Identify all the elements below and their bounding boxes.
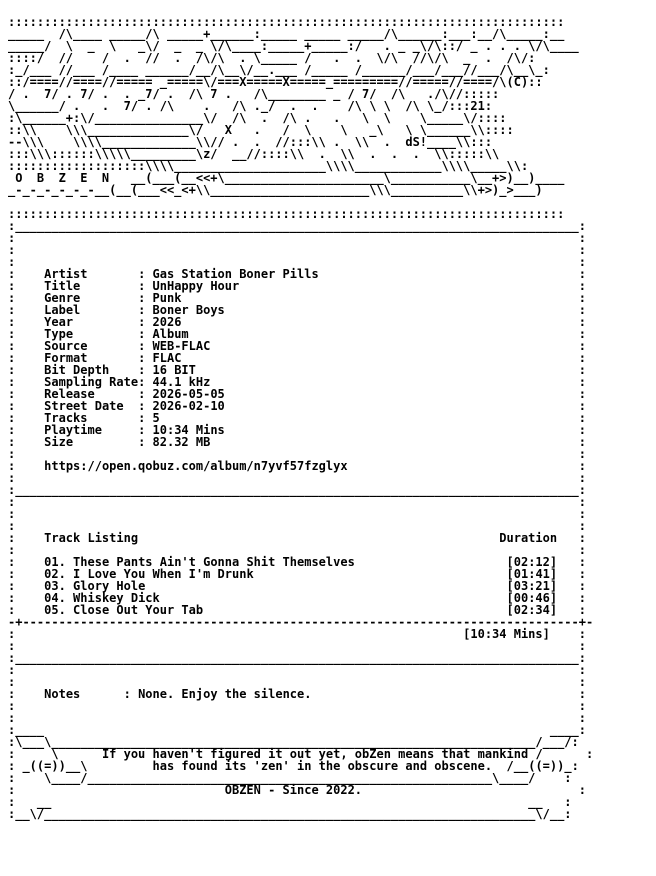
- field-value: UnHappy Hour: [152, 279, 240, 293]
- border: :: [578, 495, 586, 509]
- total-playtime: [10:34 Mins]: [463, 627, 550, 641]
- border: :: [8, 495, 16, 509]
- field-label: Release: [44, 387, 139, 401]
- field-label: Artist: [44, 267, 139, 281]
- border: :: [8, 267, 16, 281]
- border: :: [578, 639, 586, 653]
- footer-tagline: If you haven't figured it out yet, obZen means that mankind: [101, 747, 529, 761]
- duration-heading: Duration: [499, 531, 558, 545]
- border: :: [578, 663, 586, 677]
- divider: -+-----------------------------------------------------------------------------+-: [8, 615, 594, 629]
- ascii-logo: :::::::::::::::::::::::::::::::::::::::::::::::::::::::::::::::::::::::::::::: [8, 15, 565, 29]
- track-title: Whiskey Dick: [73, 591, 160, 605]
- border: :: [578, 291, 587, 305]
- divider: :::::::::::::::::::::::::::::::::::::::::::::::::::::::::::::::::::::::::::::: [8, 207, 565, 221]
- nfo-text: :: [138, 327, 153, 341]
- border: :: [8, 303, 16, 317]
- track-duration: [01:41]: [506, 567, 558, 581]
- nfo-text: :: [138, 339, 153, 353]
- ascii-logo: O B Z E N __(___(__<<+\______________________\___________\__+>)__)____: [8, 171, 565, 185]
- border: :: [578, 399, 587, 413]
- track-number: 04.: [44, 591, 66, 605]
- nfo-text: \: [15, 747, 102, 761]
- ascii-logo: :::\\\::::::\\\\\_________\z/ __//::::\\ . \\ . . . \\:::::\\: [8, 147, 500, 161]
- border: :: [8, 543, 16, 557]
- border: :: [8, 423, 16, 437]
- track-number: 01.: [44, 555, 66, 569]
- border: :: [578, 243, 586, 257]
- field-value: Punk: [152, 291, 182, 305]
- footer-tagline-2: has found its 'zen' in the obscure and obscene.: [152, 759, 493, 773]
- banner-line: [8, 184, 656, 196]
- border: :: [578, 423, 587, 437]
- track-title: Glory Hole: [73, 579, 146, 593]
- album-link[interactable]: https://open.qobuz.com/album/n7yvf57fzglyx: [44, 459, 348, 473]
- border: :: [578, 435, 587, 449]
- nfo-text: :: [138, 315, 153, 329]
- nfo-text: :: [557, 531, 586, 545]
- border: :: [8, 243, 16, 257]
- border: :: [578, 447, 586, 461]
- border: :: [8, 411, 16, 425]
- divider: :______________________________________________________________________________:: [8, 483, 586, 497]
- ascii-logo: _-_-_-_-_-_-__(__(___<<_<+\\______________________\\\__________\\+>)_>___): [8, 183, 543, 197]
- track-duration: [00:46]: [506, 591, 558, 605]
- field-value: FLAC: [152, 351, 182, 365]
- border: :: [8, 687, 16, 701]
- track-number: 02.: [44, 567, 66, 581]
- border: :: [8, 375, 16, 389]
- nfo-text: :____ ____:: [8, 723, 586, 737]
- ascii-logo: :::::::::::::::::::\\\\_____________________\\\\____________\\\\_____\\:: [8, 159, 529, 173]
- nfo-text: : __ __ :: [8, 795, 572, 809]
- border: :: [578, 711, 586, 725]
- border: :: [8, 519, 16, 533]
- ascii-logo: :_/___ //___ /____ ______/__/\__\/__.___ /_____ /______/___/___//___/\__\_:: [8, 63, 550, 77]
- field-label: Label: [44, 303, 139, 317]
- border: :: [8, 399, 16, 413]
- border: :: [578, 327, 587, 341]
- nfo-text: :: [8, 627, 464, 641]
- field-label: Playtime: [44, 423, 139, 437]
- field-label: Sampling Rate: [44, 375, 139, 389]
- field-value: Gas Station Boner Pills: [152, 267, 319, 281]
- nfo-text: :: [557, 555, 587, 569]
- border: :: [8, 339, 16, 353]
- border: :: [578, 339, 587, 353]
- border: :: [8, 279, 16, 293]
- nfo-text: :: [138, 291, 153, 305]
- border: :: [8, 447, 16, 461]
- field-value: 2026-02-10: [152, 399, 225, 413]
- border: :: [8, 351, 16, 365]
- field-value: 10:34 Mins: [152, 423, 225, 437]
- field-label: Year: [44, 315, 139, 329]
- border: :: [578, 411, 587, 425]
- field-label: Bit Depth: [44, 363, 139, 377]
- nfo-text: :: [549, 627, 586, 641]
- track-number: 05.: [44, 603, 66, 617]
- nfo-text: :: [8, 591, 45, 605]
- border: :: [578, 675, 586, 689]
- border: :: [8, 327, 16, 341]
- divider: :______________________________________________________________________________:: [8, 651, 586, 665]
- border: :: [578, 267, 587, 281]
- field-label: Genre: [44, 291, 139, 305]
- ascii-logo: --\\\ \\\\_____________\\// . . //:::\\ . \\ . dS!____\\:::: [8, 135, 493, 149]
- border: :: [8, 315, 16, 329]
- field-value: 2026: [152, 315, 182, 329]
- field-value: Boner Boys: [152, 303, 225, 317]
- border: :: [578, 231, 586, 245]
- border: :: [578, 459, 586, 473]
- ascii-logo: _____/ \ _ \ _\/ _ _ \/\____:_____+_____:/ . _ _\/\::/ _ . . . \/\____: [8, 39, 579, 53]
- border: :: [578, 543, 586, 557]
- footer-frame: [8, 808, 656, 820]
- border: :: [8, 459, 16, 473]
- track-title: Close Out Your Tab: [73, 603, 204, 617]
- nfo-text: :: [8, 531, 45, 545]
- nfo-text: /__(: [506, 759, 536, 773]
- track-title: These Pants Ain't Gonna Shit Themselves: [73, 555, 355, 569]
- nfo-text: :: [138, 351, 153, 365]
- border: :: [578, 699, 586, 713]
- field-label: Title: [44, 279, 139, 293]
- nfo-text: :: [138, 423, 153, 437]
- ascii-logo: ::::/ // / . // . /\/\ . \_____ / . . \/\ //\/\ _ . /\/:: [8, 51, 536, 65]
- nfo-text: :: [138, 387, 153, 401]
- field-value: 44.1 kHz: [152, 375, 211, 389]
- nfo-text: :: [138, 279, 153, 293]
- track-duration: [02:34]: [506, 603, 558, 617]
- track-listing-heading: Track Listing: [44, 531, 139, 545]
- border: :: [578, 375, 587, 389]
- field-value: WEB-FLAC: [152, 339, 211, 353]
- nfo-text: :__\/____________________________________________________________________\/__:: [8, 807, 572, 821]
- nfo-text: :: [8, 747, 16, 761]
- border: :: [578, 279, 587, 293]
- nfo-text: :: [138, 411, 153, 425]
- ascii-logo: ::\\ \\\______________\/ X . / \ \ _\ \ \______\\::::: [8, 123, 514, 137]
- border: :: [8, 435, 16, 449]
- track-duration: [03:21]: [506, 579, 558, 593]
- nfo-text: :\___\___________________________________________________________________/___/:: [8, 735, 579, 749]
- border: :: [578, 471, 586, 485]
- field-value: 5: [152, 411, 160, 425]
- nfo-text: :: [138, 303, 153, 317]
- field-value: 2026-05-05: [152, 387, 225, 401]
- field-label: Source: [44, 339, 139, 353]
- border: :: [578, 387, 587, 401]
- nfo-text: :: [557, 567, 587, 581]
- track-title: I Love You When I'm Drunk: [73, 567, 254, 581]
- nfo-text: :: [8, 783, 225, 797]
- field-value: 82.32 MB: [152, 435, 211, 449]
- notes-label: Notes: [44, 687, 124, 701]
- border: :: [8, 663, 16, 677]
- track-duration: [02:12]: [506, 555, 558, 569]
- border: :: [8, 363, 16, 377]
- border: :: [8, 507, 16, 521]
- nfo-text: )_:: [557, 759, 579, 773]
- ascii-logo: :\______+:\/_______________\/ /\ . /\ . . \ \ \_____\/::::: [8, 111, 507, 125]
- ascii-logo: _____ /\____ _____/\ _____+______:_____ _____ _____/\______:___:__/\_____:__: [8, 27, 565, 41]
- notes-text: None. Enjoy the silence.: [138, 687, 312, 701]
- border: :: [8, 711, 16, 725]
- field-label: Tracks: [44, 411, 139, 425]
- border: :: [578, 255, 586, 269]
- field-value: Album: [152, 327, 189, 341]
- nfo-text: :: [557, 591, 587, 605]
- border: :: [8, 291, 16, 305]
- field-label: Format: [44, 351, 139, 365]
- border: :: [8, 255, 16, 269]
- signature: OBZEN - Since 2022.: [224, 783, 363, 797]
- nfo-text: :: [138, 375, 153, 389]
- border: :: [578, 519, 586, 533]
- nfo-text: / :: [535, 747, 594, 761]
- nfo-text: :: [138, 363, 153, 377]
- field-label: Size: [44, 435, 139, 449]
- right-emblem: (=): [535, 759, 558, 773]
- track-number: 03.: [44, 579, 66, 593]
- left-emblem: (=): [36, 759, 59, 773]
- nfo-text: :: [138, 267, 153, 281]
- border: :: [8, 471, 16, 485]
- nfo-text: :: [138, 399, 153, 413]
- border: :: [578, 687, 587, 701]
- nfo-text: :: [557, 603, 587, 617]
- border: :: [578, 315, 587, 329]
- nfo-text: :: [8, 579, 45, 593]
- nfo-text: :: [557, 579, 587, 593]
- divider: :______________________________________________________________________________:: [8, 219, 586, 233]
- nfo-text: :: [138, 435, 153, 449]
- border: :: [8, 639, 16, 653]
- field-value: 16 BIT: [152, 363, 196, 377]
- border: :: [578, 507, 586, 521]
- ascii-logo: ::/====//====//===== _=====\/===X=====X=====_=========//=====//====/\(C)::: [8, 75, 543, 89]
- nfo-text: :: [8, 603, 45, 617]
- nfo-text: :: [362, 783, 586, 797]
- nfo-text: :: [8, 555, 45, 569]
- field-label: Type: [44, 327, 139, 341]
- nfo-text: :: [8, 567, 45, 581]
- border: :: [578, 303, 587, 317]
- border: :: [578, 363, 587, 377]
- ascii-logo: / . 7/ . 7/ . . _7/ . /\ 7 . /\________ _ / 7/ /\ ./\//:::::: [8, 87, 500, 101]
- nfo-text: )__\: [58, 759, 153, 773]
- border: :: [578, 351, 587, 365]
- nfo-text: :: [123, 687, 139, 701]
- border: :: [8, 231, 16, 245]
- border: :: [8, 387, 16, 401]
- nfo-text: : _(: [8, 759, 37, 773]
- nfo-text: : \____/________________________________________________________\____/ :: [8, 771, 572, 785]
- field-label: Street Date: [44, 399, 139, 413]
- border: :: [8, 675, 16, 689]
- ascii-logo: \______/ . . 7/ . /\ . /\ ._/ . . /\ \ \ /\ \_/:::21:: [8, 99, 493, 113]
- border: :: [8, 699, 16, 713]
